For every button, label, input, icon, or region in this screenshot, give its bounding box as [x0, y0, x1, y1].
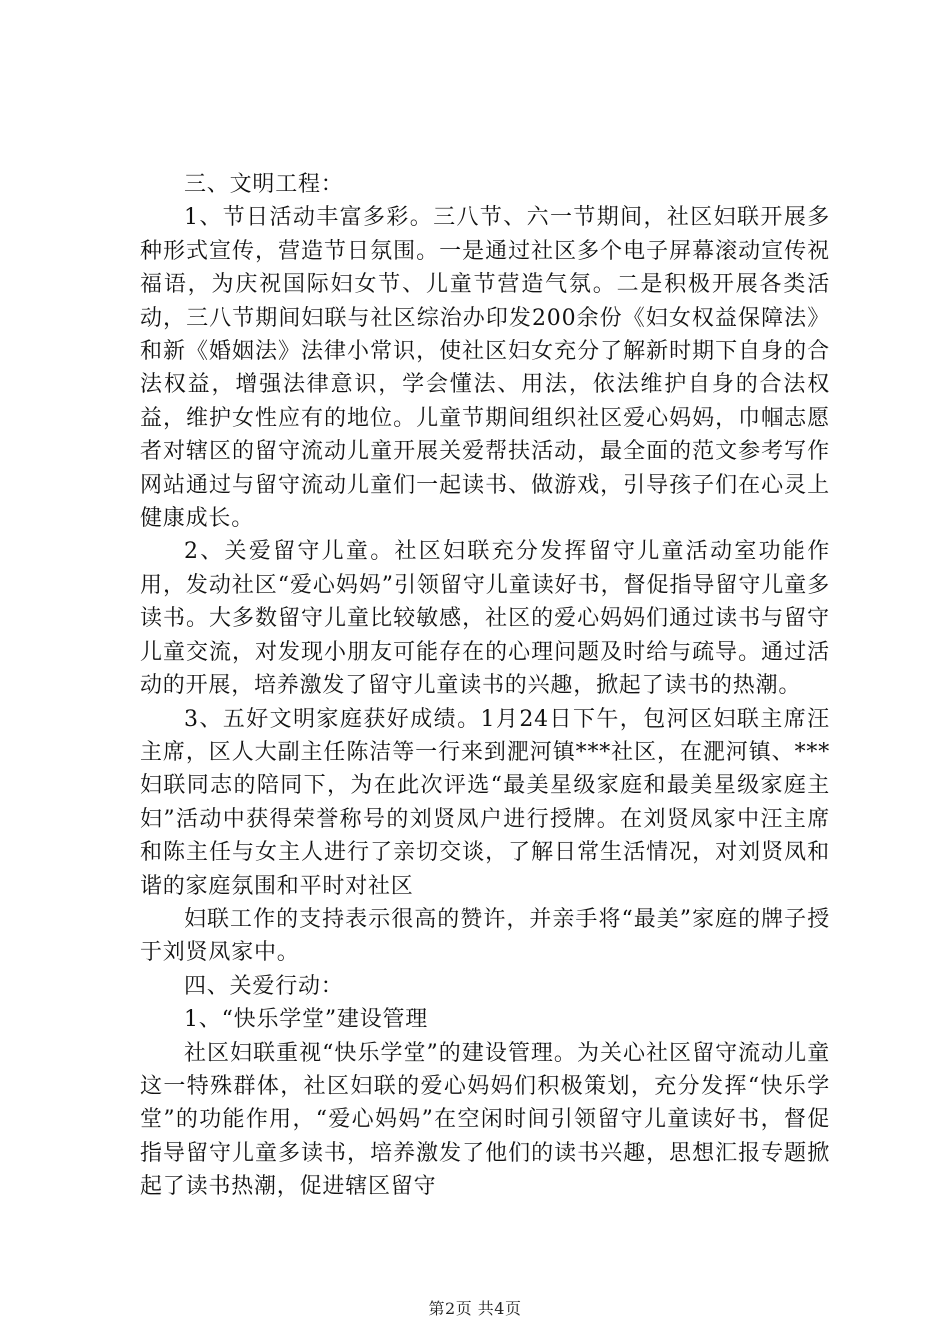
paragraph-continuation: 妇联工作的支持表示很高的赞许，并亲手将“最美”家庭的牌子授于刘贤凤家中。	[140, 906, 830, 966]
section-heading-3: 三、文明工程：	[184, 172, 344, 197]
page-number-footer: 第2页 共4页	[428, 1299, 522, 1318]
paragraph-holiday-activities: 1、节日活动丰富多彩。三八节、六一节期间，社区妇联开展多种形式宣传，营造节日氛围。一是通过社区多个电子屏幕滚动宣传祝福语，为庆祝国际妇女节、儿童节营造气氛。二是积极开展各类活动，三八节期间妇联与社区综治办印发200余份《妇女权益保障法》和新《婚姻法》法律小常识，使社区妇女充分了解新时期下自身的合法权益，增强法律意识，学会懂法、用法，依法维护自身的合法权益，维护女性应有的地位。儿童节期间组织社区爱心妈妈，巾帼志愿者对辖区的留守流动儿童开展关爱帮扶活动，最全面的范文参考写作网站通过与留守流动儿童们一起读书、做游戏，引导孩子们在心灵上健康成长。	[140, 205, 830, 532]
document-body	[140, 168, 830, 1204]
subheading-happy-classroom: 1、“快乐学堂”建设管理	[184, 1007, 429, 1033]
paragraph-left-behind-children: 2、关爱留守儿童。社区妇联充分发挥留守儿童活动室功能作用，发动社区“爱心妈妈”引领留守儿童读好书，督促指导留守儿童多读书。大多数留守儿童比较敏感，社区的爱心妈妈们通过读书与留守儿童交流，对发现小朋友可能存在的心理问题及时给与疏导。通过活动的开展，培养激发了留守儿童读书的兴趣，掀起了读书的热潮。	[140, 539, 830, 699]
paragraph-happy-classroom: 社区妇联重视“快乐学堂”的建设管理。为关心社区留守流动儿童这一特殊群体，社区妇联的爱心妈妈们积极策划，充分发挥“快乐学堂”的功能作用，“爱心妈妈”在空闲时间引领留守儿童读好书，督促指导留守儿童多读书，培养激发了他们的读书兴趣，思想汇报专题掀起了读书热潮，促进辖区留守	[140, 1040, 830, 1200]
paragraph-civilized-families: 3、五好文明家庭获好成绩。1月24日下午，包河区妇联主席汪主席，区人大副主任陈洁等一行来到淝河镇***社区，在淝河镇、***妇联同志的陪同下，为在此次评选“最美星级家庭和最美星级家庭主妇”活动中获得荣誉称号的刘贤凤户进行授牌。在刘贤凤家中汪主席和陈主任与女主人进行了亲切交谈，了解日常生活情况，对刘贤凤和谐的家庭氛围和平时对社区	[140, 706, 830, 899]
section-heading-4: 四、关爱行动：	[184, 973, 344, 999]
